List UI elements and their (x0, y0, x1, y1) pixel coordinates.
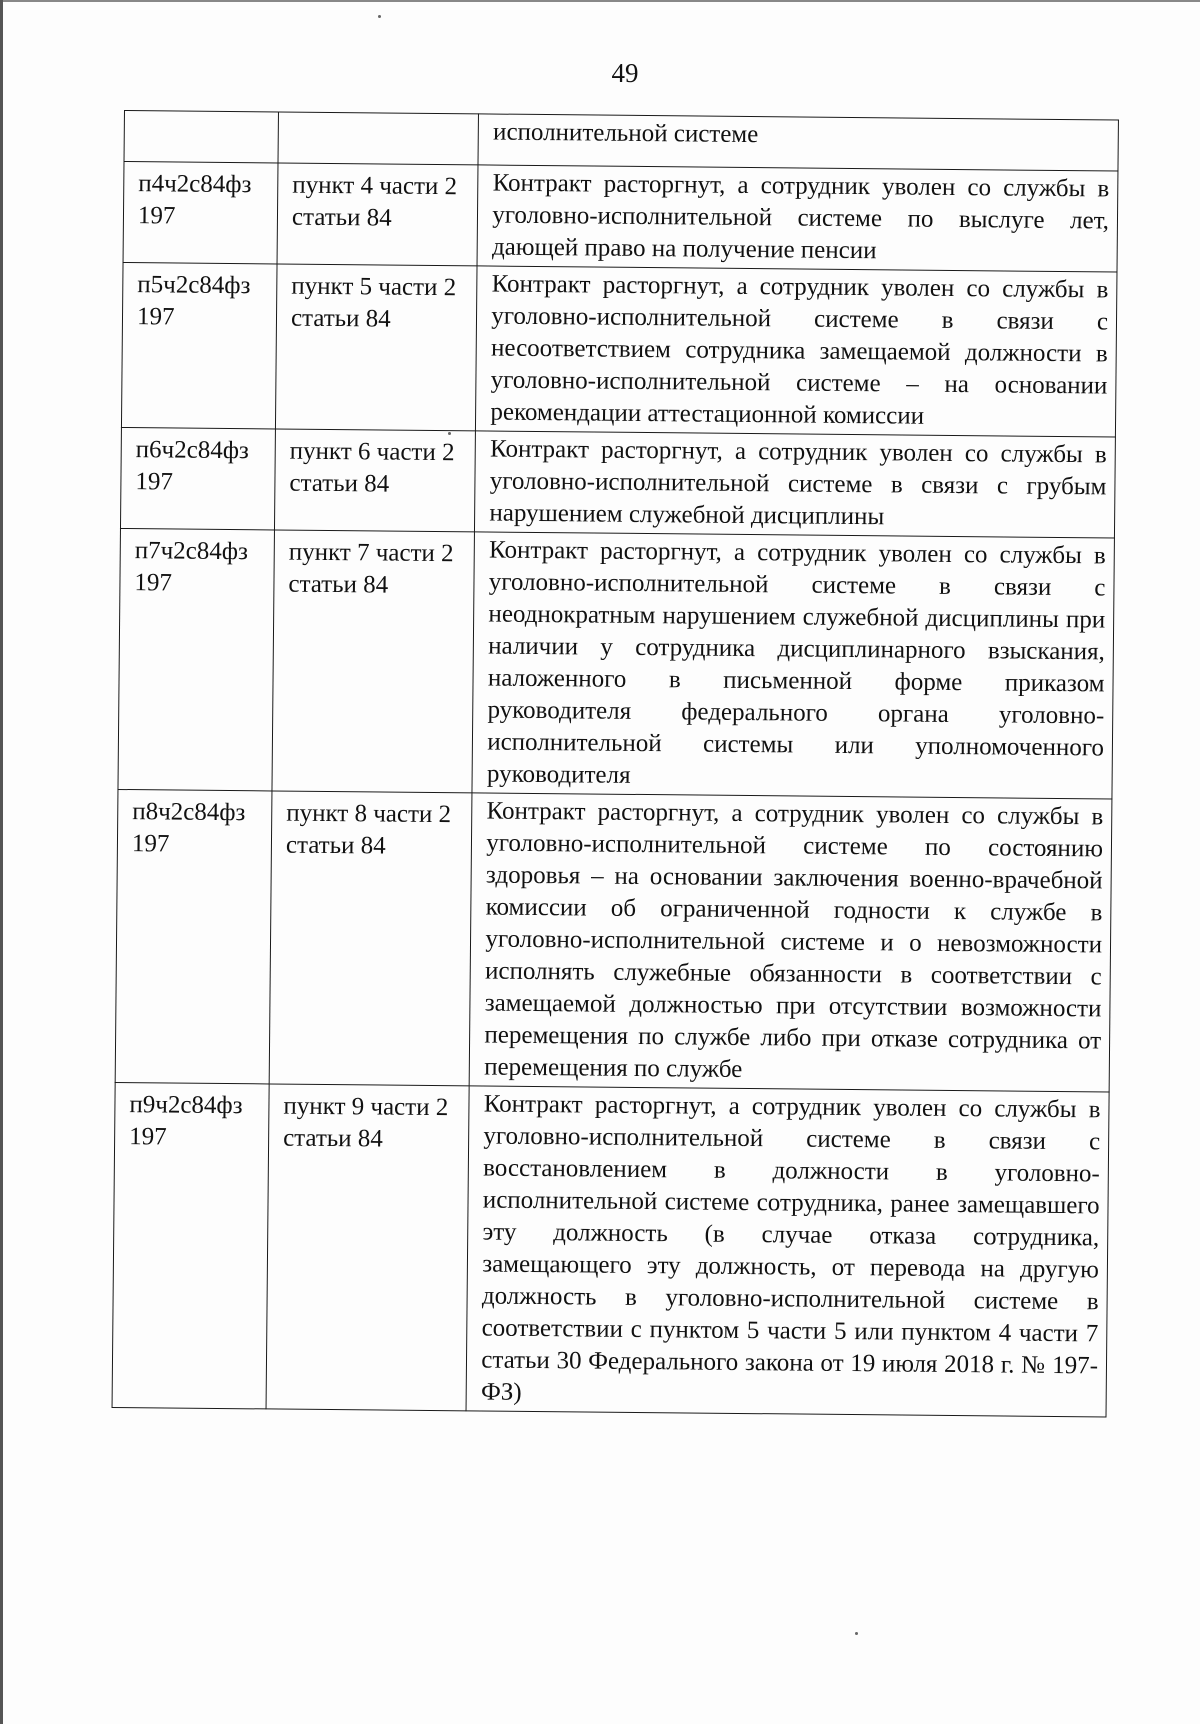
table-row (121, 262, 1117, 437)
reference-line: пункт 4 части 2 (292, 171, 458, 201)
dismissal-codes-table (112, 110, 1119, 1417)
table-cell-description: исполнительной системе (478, 114, 1118, 171)
reference-line: статьи 84 (291, 203, 392, 232)
reference-line: пункт 7 части 2 (288, 538, 454, 568)
reference-line: пункт 5 части 2 (291, 272, 457, 302)
table-cell-reference (278, 112, 479, 165)
table-cell-reference (277, 163, 478, 266)
table-cell-reference (269, 791, 472, 1086)
code-line: п7ч2с84фз (134, 537, 249, 566)
table-cell-description: Контракт расторгнут, а сотрудник уволен со службы в уголовно-исполнительной системе в связи с неоднократным нарушением служебной дисциплины при наличии у сотрудника дисциплинарного взыскания, наложенного в письменной форме приказом руководителя федерального органа уголовно-исполнительной системы или уполномоченного руководителя (472, 532, 1114, 799)
code-line: 197 (129, 1123, 167, 1151)
table-row (118, 528, 1114, 799)
table-row (120, 427, 1115, 538)
scan-speck (448, 432, 451, 435)
table-row (123, 162, 1118, 273)
code-line: п4ч2с84фз (138, 170, 252, 199)
code-line: п6ч2с84фз (135, 436, 249, 465)
table-cell-code (121, 262, 277, 428)
code-line: п5ч2с84фз (137, 271, 251, 300)
code-line: 197 (136, 303, 175, 331)
reference-line: статьи 84 (290, 304, 391, 333)
table-cell-description: Контракт расторгнут, а сотрудник уволен со службы в уголовно-исполнительной системе по состоянию здоровья – на основании заключения военно-врачебной комиссии об ограниченной годности к службе в уголовно-исполнительной системе и о невозможности исполнять служебные обязанности в соответствии с замещаемой должностью при отсутствии возможности перемещения по службе либо при отказе сотрудника от перемещения по службе (469, 793, 1111, 1092)
table-cell-code (124, 111, 278, 163)
table-cell-code (118, 528, 275, 790)
table-cell-reference (266, 1084, 469, 1411)
scan-speck (378, 15, 381, 18)
table-cell-description: Контракт расторгнут, а сотрудник уволен со службы в уголовно-исполнительной системе в связи с восстановлением в должности в уголовно-исполнительной системе сотрудника, ранее замещавшего эту должность (в случае отказа сотрудника, замещающего эту должность, от перевода на другую должность в уголовно-исполнительной системе в соответствии с пунктом 5 части 5 или пунктом 4 части 7 статьи 30 Федерального закона от 19 июля 2018 г. № 197-ФЗ) (466, 1086, 1109, 1417)
reference-line: статьи 84 (288, 570, 389, 599)
table-cell-code (120, 427, 275, 529)
scan-edge-top (0, 0, 1200, 2)
table-cell-description: Контракт расторгнут, а сотрудник уволен со службы в уголовно-исполнительной системе в связи с несоответствием сотрудника замещаемой должности в уголовно-исполнительной системе – на основании рекомендации аттестационной комиссии (476, 266, 1117, 437)
code-line: п9ч2с84фз (129, 1091, 243, 1120)
code-line: 197 (131, 830, 170, 858)
code-line: 197 (134, 569, 173, 597)
code-line: 197 (135, 468, 174, 496)
scan-speck (855, 1632, 858, 1635)
reference-line: пункт 8 части 2 (286, 799, 452, 829)
code-line: 197 (137, 202, 176, 230)
table-cell-reference (272, 530, 475, 793)
page-number: 49 (611, 58, 639, 88)
scan-edge-left (0, 0, 3, 1724)
table-cell-code (123, 162, 278, 264)
table-cell-reference (274, 429, 475, 532)
table-cell-description: Контракт расторгнут, а сотрудник уволен со службы в уголовно-исполнительной системе в связи с грубым нарушением служебной дисциплины (475, 431, 1116, 538)
table-row (112, 1082, 1109, 1417)
table-cell-reference (275, 264, 477, 431)
reference-line: пункт 9 части 2 (283, 1092, 449, 1122)
table-cell-description: Контракт расторгнут, а сотрудник уволен со службы в уголовно-исполнительной системе по выслуге лет, дающей право на получение пенсии (477, 165, 1118, 272)
code-line: п8ч2с84фз (132, 798, 246, 827)
reference-line: пункт 6 части 2 (289, 437, 455, 467)
table-cell-code (112, 1082, 269, 1408)
reference-line: статьи 84 (285, 831, 386, 860)
table-row (115, 789, 1112, 1092)
table-cell-code (115, 789, 272, 1083)
reference-line: статьи 84 (289, 469, 390, 498)
reference-line: статьи 84 (283, 1124, 384, 1153)
